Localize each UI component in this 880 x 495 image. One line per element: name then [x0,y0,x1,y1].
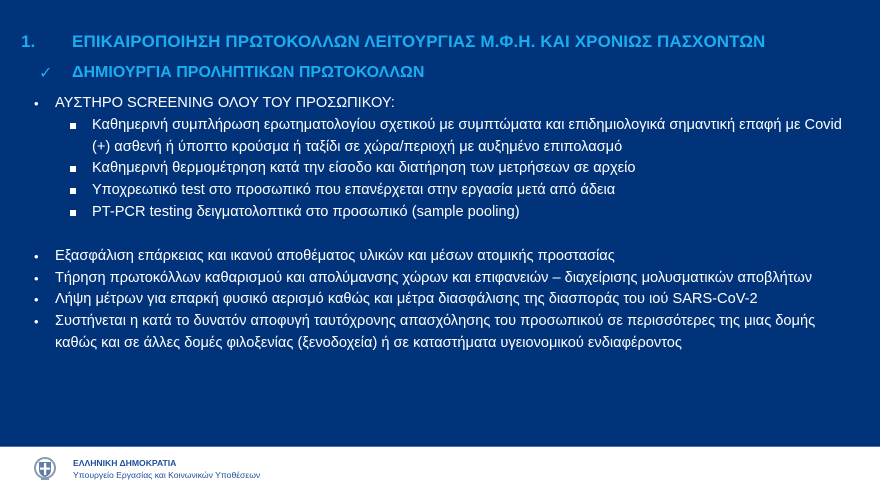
bullet-dot-icon: • [34,292,39,308]
sub-bullet-item [0,158,880,180]
subtitle-text: ΔΗΜΙΟΥΡΓΙΑ ΠΡΟΛΗΠΤΙΚΩΝ ΠΡΩΤΟΚΟΛΛΩΝ [72,64,425,81]
bullet-text: Λήψη μέτρων για επαρκή φυσικό αερισμό καθώς και μέτρα διασφάλισης της διασποράς του ιού SARS-CoV-2 [55,291,758,308]
title-text: ΕΠΙΚΑΙΡΟΠΟΙΗΣΗ ΠΡΩΤΟΚΟΛΛΩΝ ΛΕΙΤΟΥΡΓΙΑΣ Μ.Φ.Η. ΚΑΙ ΧΡΟΝΙΩΣ ΠΑΣΧΟΝΤΩΝ [72,32,766,51]
bullet-item [0,289,880,311]
spacer [0,224,880,246]
footer-ministry: Υπουργείο Εργασίας και Κοινωνικών Υποθέσεων [73,470,261,480]
sub-bullet-text: Καθημερινή θερμομέτρηση κατά την είσοδο και διατήρηση των μετρήσεων σε αρχείο [92,160,636,177]
slide-subtitle [0,64,880,88]
bullet-dot-icon: • [34,314,39,330]
sub-bullet-item [0,115,880,159]
sub-bullet-text: Καθημερινή συμπλήρωση ερωτηματολογίου σχετικού με συμπτώματα και επιδημιολογικά σημαντική επαφή με Covid (+) ασθενή ή ύποπτο κρούσμα ή ταξίδι σε χώρα/περιοχή με αυξημένο επιπολασμό [92,116,842,155]
bullet-item [0,268,880,290]
square-bullet-icon [70,188,76,194]
greek-coat-of-arms-icon [34,457,56,481]
square-bullet-icon [70,123,76,129]
square-bullet-icon [70,210,76,216]
sub-bullet-text: PT-PCR testing δειγματολοπτικά στο προσωπικό (sample pooling) [92,203,520,220]
bullet-item-screening [0,93,880,115]
bullet-text: Τήρηση πρωτοκόλλων καθαρισμού και απολύμανσης χώρων και επιφανειών – διαχείρισης μολυσματικών αποβλήτων [55,269,813,286]
sub-bullet-item [0,202,880,224]
bullet-item [0,246,880,268]
title-number: 1. [21,32,36,51]
bullet-dot-icon: • [34,270,39,286]
bullet-dot-icon: • [34,248,39,264]
bullet-item [0,311,880,355]
square-bullet-icon [70,166,76,172]
sub-bullet-item [0,180,880,202]
bullet-dot-icon: • [34,96,39,111]
sub-bullet-text: Υποχρεωτικό test στο προσωπικό που επανέρχεται στην εργασία μετά από άδεια [92,182,616,199]
bullet-text: ΑΥΣΤΗΡΟ SCREENING ΟΛΟΥ ΤΟΥ ΠΡΟΣΩΠΙΚΟΥ: [55,95,395,111]
bullet-text: Συστήνεται η κατά το δυνατόν αποφυγή ταυτόχρονης απασχόλησης του προσωπικού σε περισσότερες της μιας δομής καθώς και σε άλλες δομές φιλοξενίας (ξενοδοχεία) ή σε καταστήματα υγειονομικού ενδιαφέροντος [55,313,816,351]
bullet-content [0,93,880,355]
slide-title [0,32,880,56]
checkmark-icon: ✓ [39,65,53,82]
bullet-text: Εξασφάλιση επάρκειας και ικανού αποθέματος υλικών και μέσων ατομικής προστασίας [55,247,615,264]
footer-org-title: ΕΛΛΗΝΙΚΗ ΔΗΜΟΚΡΑΤΙΑ [73,458,177,468]
